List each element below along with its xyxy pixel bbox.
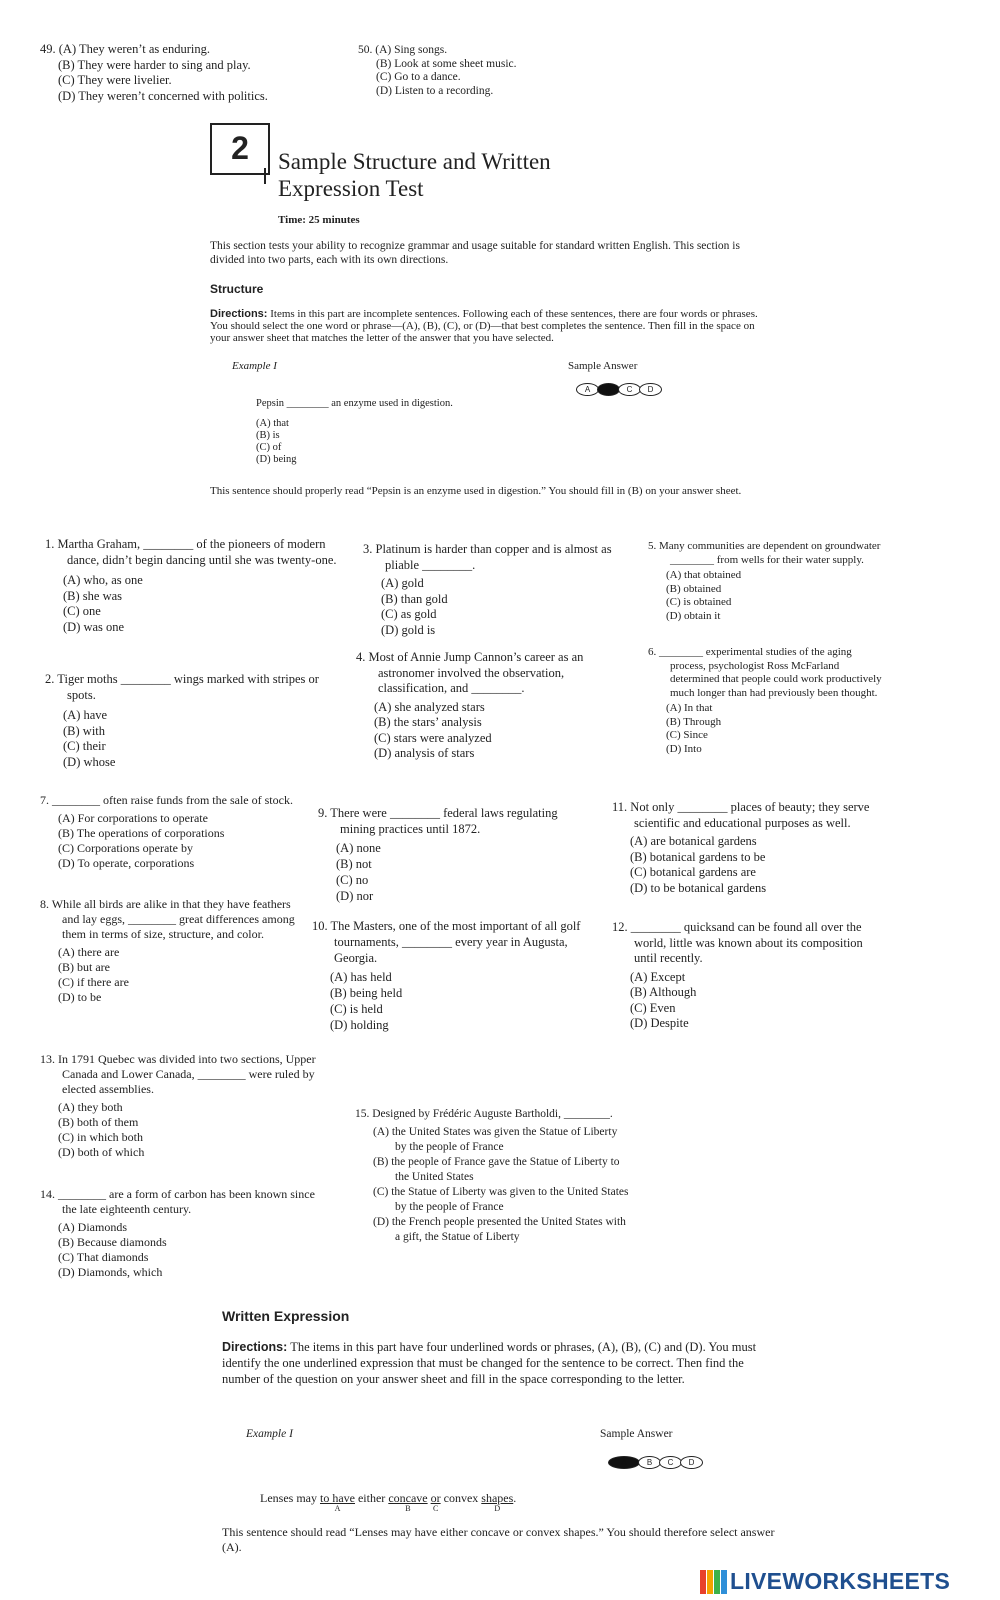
q15-option-d: (D) the French people presented the United States with a gift, the Statue of Liberty <box>373 1216 626 1243</box>
q7-stem: 7. ________ often raise funds from the sale of stock. <box>40 793 293 807</box>
q7-option-a: (A) For corporations to operate <box>58 811 208 825</box>
underlined-phrase-c: or <box>430 1491 441 1505</box>
question-49 <box>40 42 340 104</box>
structure-sample-answer-label: Sample Answer <box>568 360 638 372</box>
q11-option-c: (C) botanical gardens are <box>630 865 756 879</box>
q13-option-c: (C) in which both <box>58 1130 143 1144</box>
q50-stem: 50. (A) Sing songs. <box>358 44 448 56</box>
q11-option-d: (D) to be botanical gardens <box>630 880 767 895</box>
structure-heading: Structure <box>210 282 264 296</box>
q6-stem: 6. ________ experimental studies of the aging process, psychologist Ross McFarland determined that people could work productively much longer than had previously been thought. <box>648 646 882 699</box>
letter-c: C <box>432 1504 439 1513</box>
q8-option-d: (D) to be <box>58 990 102 1004</box>
q12-option-d: (D) Despite <box>630 1016 689 1030</box>
question-13 <box>40 1052 320 1160</box>
q10-option-d: (D) holding <box>330 1018 389 1032</box>
structure-answer-bubbles <box>576 380 660 398</box>
q4-option-c: (C) stars were analyzed <box>374 730 492 745</box>
structure-directions <box>210 308 765 344</box>
written-answer-bubbles <box>608 1453 701 1471</box>
q3-option-c: (C) as gold <box>381 607 437 621</box>
q1-option-a: (A) who, as one <box>63 573 143 587</box>
q11-option-a: (A) are botanical gardens <box>630 834 757 848</box>
question-8 <box>40 897 300 1005</box>
q9-option-b: (B) not <box>336 857 372 871</box>
question-2 <box>45 672 345 770</box>
q2-stem: 2. Tiger moths ________ wings marked with stripes or spots. <box>45 672 319 702</box>
q3-option-d: (D) gold is <box>381 622 436 637</box>
q49-option-c: (C) They were livelier. <box>58 73 172 87</box>
q50-option-c: (C) Go to a dance. <box>376 71 461 83</box>
structure-directions-label: Directions: <box>210 308 268 320</box>
q14-option-c: (C) That diamonds <box>58 1250 149 1264</box>
question-6 <box>648 646 888 756</box>
q1-stem: 1. Martha Graham, ________ of the pioneers of modern dance, didn’t begin dancing until she was twenty-one. <box>45 537 337 567</box>
question-50 <box>358 44 618 98</box>
q49-stem: 49. (A) They weren’t as enduring. <box>40 42 210 56</box>
q9-option-c: (C) no <box>336 873 369 887</box>
q5-stem: 5. Many communities are dependent on groundwater ________ from wells for their water supply. <box>648 540 881 566</box>
written-directions <box>222 1339 782 1387</box>
question-14 <box>40 1187 320 1280</box>
q4-option-d: (D) analysis of stars <box>374 746 475 760</box>
q15-option-c: (C) the Statue of Liberty was given to the United States by the people of France <box>373 1186 629 1213</box>
structure-explanation: This sentence should properly read “Pepsin is an enzyme used in digestion.” You should fill in (B) on your answer sheet. <box>210 485 742 497</box>
underlined-phrase-b: concave <box>388 1491 428 1505</box>
time-limit: Time: 25 minutes <box>278 214 360 226</box>
q13-option-d: (D) both of which <box>58 1145 145 1159</box>
written-explanation: This sentence should read “Lenses may have either concave or convex shapes.” You should therefore select answer (A). <box>222 1525 775 1554</box>
q50-option-b: (B) Look at some sheet music. <box>376 57 517 70</box>
letter-a: A <box>334 1504 341 1513</box>
structure-example-label: Example I <box>232 360 277 372</box>
example-option-d: (D) being <box>256 454 297 465</box>
question-7 <box>40 793 305 871</box>
written-example-sentence <box>260 1491 517 1513</box>
question-4 <box>356 650 631 762</box>
q6-option-a: (A) In that <box>666 702 713 714</box>
section-number-box: 2 <box>210 123 270 175</box>
bubble-a: A <box>576 383 599 396</box>
title-line-2: Expression Test <box>278 176 424 201</box>
q9-option-d: (D) nor <box>336 889 374 903</box>
underlined-phrase-d: shapes <box>481 1491 514 1505</box>
liveworksheets-wordmark: LIVEWORKSHEETS <box>730 1568 951 1594</box>
q8-option-a: (A) there are <box>58 945 120 959</box>
question-15 <box>355 1107 630 1245</box>
sentence-part: convex <box>440 1491 482 1505</box>
section-intro: This section tests your ability to recognize grammar and usage suitable for standard written English. This section is divided into two parts, each with its own directions. <box>210 240 740 266</box>
letter-b: B <box>405 1504 411 1513</box>
q14-option-a: (A) Diamonds <box>58 1220 127 1234</box>
written-directions-text: The items in this part have four underlined words or phrases, (A), (B), (C) and (D). You must identify the one underlined expression that must be changed for the sentence to be correct. Then find the number of the question on your answer sheet and fill in the space corresponding to the letter. <box>222 1340 757 1386</box>
written-sample-answer-label: Sample Answer <box>600 1428 673 1440</box>
page-title <box>278 148 551 202</box>
q8-option-b: (B) but are <box>58 960 110 974</box>
q7-option-d: (D) To operate, corporations <box>58 856 195 870</box>
q15-option-b: (B) the people of France gave the Statue of Liberty to the United States <box>373 1156 620 1183</box>
q3-option-b: (B) than gold <box>381 591 448 606</box>
question-5 <box>648 540 888 623</box>
q12-option-b: (B) Although <box>630 985 697 999</box>
sentence-part: either <box>354 1491 389 1505</box>
q4-stem: 4. Most of Annie Jump Cannon’s career as an astronomer involved the observation, classification, and ________. <box>356 650 584 695</box>
letter-d: D <box>494 1504 501 1513</box>
q8-stem: 8. While all birds are alike in that they have feathers and lay eggs, ________ great differences among them in terms of size, structure, and color. <box>40 897 295 941</box>
q1-option-b: (B) she was <box>63 588 123 603</box>
q14-stem: 14. ________ are a form of carbon has been known since the late eighteenth century. <box>40 1187 315 1216</box>
q2-option-d: (D) whose <box>63 754 116 769</box>
q10-stem: 10. The Masters, one of the most important of all golf tournaments, ________ every year in Augusta, Georgia. <box>312 919 581 965</box>
structure-directions-text: Items in this part are incomplete sentences. Following each of these sentences, there are four words or phrases. You should select the one word or phrase—(A), (B), (C), or (D)—that best completes the sentence. Then fill in the space on your answer sheet that matches the letter of the answer that you have selected. <box>210 308 758 344</box>
bubble-a-filled: A <box>608 1456 640 1469</box>
q10-option-b: (B) being held <box>330 986 403 1000</box>
question-9 <box>318 805 588 904</box>
bubble-c: C <box>618 383 641 396</box>
q11-stem: 11. Not only ________ places of beauty; they serve scientific and educational purposes as well. <box>612 800 870 830</box>
q2-option-a: (A) have <box>63 708 108 722</box>
q6-option-b: (B) Through <box>666 715 722 728</box>
q12-option-a: (A) Except <box>630 969 686 984</box>
question-11 <box>612 800 882 896</box>
written-expression-heading: Written Expression <box>222 1308 350 1324</box>
q3-stem: 3. Platinum is harder than copper and is almost as pliable ________. <box>363 542 612 572</box>
q11-option-b: (B) botanical gardens to be <box>630 849 766 864</box>
q6-option-d: (D) Into <box>666 742 702 755</box>
q50-option-d: (D) Listen to a recording. <box>376 84 494 97</box>
q5-option-a: (A) that obtained <box>666 569 742 581</box>
q5-option-d: (D) obtain it <box>666 609 721 622</box>
example-option-a: (A) that <box>256 418 289 429</box>
q15-option-a: (A) the United States was given the Statue of Liberty by the people of France <box>373 1126 618 1153</box>
q4-option-a: (A) she analyzed stars <box>374 699 485 714</box>
bubble-c: C <box>659 1456 682 1469</box>
question-12 <box>612 920 877 1032</box>
q13-stem: 13. In 1791 Quebec was divided into two sections, Upper Canada and Lower Canada, ________ were ruled by elected assemblies. <box>40 1052 316 1096</box>
q8-option-c: (C) if there are <box>58 975 129 989</box>
bubble-b: B <box>638 1456 661 1469</box>
q49-option-b: (B) They were harder to sing and play. <box>58 57 251 72</box>
q49-option-d: (D) They weren’t concerned with politics. <box>58 88 268 103</box>
underlined-phrase-a: to have <box>319 1491 355 1505</box>
q7-option-c: (C) Corporations operate by <box>58 841 193 855</box>
q4-option-b: (B) the stars’ analysis <box>374 715 482 729</box>
written-directions-label: Directions: <box>222 1340 288 1354</box>
q13-option-b: (B) both of them <box>58 1115 139 1129</box>
bubble-d: D <box>680 1456 703 1469</box>
question-10 <box>312 918 604 1033</box>
q9-stem: 9. There were ________ federal laws regulating mining practices until 1872. <box>318 806 558 836</box>
title-line-1: Sample Structure and Written <box>278 149 551 174</box>
q10-option-c: (C) is held <box>330 1002 383 1016</box>
q1-option-d: (D) was one <box>63 619 125 634</box>
sentence-part: Lenses may <box>260 1491 320 1505</box>
q14-option-b: (B) Because diamonds <box>58 1235 167 1249</box>
q3-option-a: (A) gold <box>381 576 424 590</box>
q1-option-c: (C) one <box>63 604 101 618</box>
q12-stem: 12. ________ quicksand can be found all over the world, little was known about its composition until recently. <box>612 920 863 965</box>
structure-example <box>256 398 456 466</box>
q14-option-d: (D) Diamonds, which <box>58 1265 163 1279</box>
q6-option-c: (C) Since <box>666 729 708 741</box>
q7-option-b: (B) The operations of corporations <box>58 826 225 840</box>
q12-option-c: (C) Even <box>630 1000 676 1015</box>
q10-option-a: (A) has held <box>330 970 392 984</box>
liveworksheets-logo-icon <box>700 1570 728 1594</box>
header-divider <box>264 168 272 184</box>
q2-option-b: (B) with <box>63 723 106 738</box>
q9-option-a: (A) none <box>336 841 381 855</box>
q5-option-c: (C) is obtained <box>666 596 732 608</box>
q2-option-c: (C) their <box>63 739 106 753</box>
question-1 <box>45 537 345 635</box>
example-option-c: (C) of <box>256 442 282 453</box>
example-option-b: (B) is <box>256 430 280 441</box>
sentence-part: . <box>513 1491 517 1505</box>
bubble-d: D <box>639 383 662 396</box>
q5-option-b: (B) obtained <box>666 582 722 595</box>
written-example-label: Example I <box>246 1428 293 1440</box>
structure-example-stem: Pepsin ________ an enzyme used in digestion. <box>256 398 453 409</box>
bubble-b-filled: B <box>597 383 620 396</box>
q13-option-a: (A) they both <box>58 1100 123 1114</box>
q15-stem: 15. Designed by Frédéric Auguste Bartholdi, ________. <box>355 1108 613 1120</box>
question-3 <box>363 542 623 638</box>
